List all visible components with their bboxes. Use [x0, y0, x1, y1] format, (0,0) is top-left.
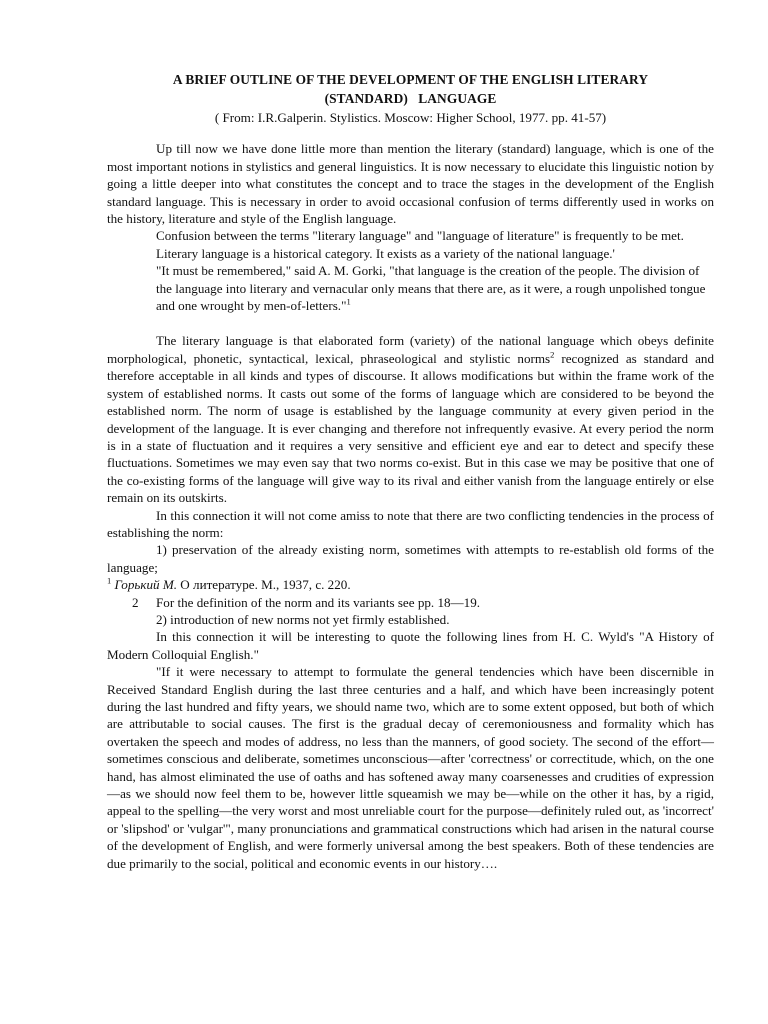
paragraph-4: In this connection it will not come amiss to note that there are two conflicting tendencies in the process of establishing the norm: [107, 507, 714, 540]
quote-2-text: "It must be remembered," said A. M. Gorki, "that language is the creation of the people. The division of the language into literary and vernacular only means that there are, as it were, a rough unpolished tongue and one wrought by men-of-letters." [156, 263, 706, 314]
footnote-1-author: Горький М. [114, 577, 178, 593]
footnote-2-text: For the definition of the norm and its variants see pp. 18—19. [156, 594, 481, 610]
footnote-ref-2: 2 [550, 349, 555, 360]
quote-1: Literary language is a historical category. It exists as a variety of the national language.' [156, 245, 615, 261]
spacer [107, 314, 714, 332]
footnote-1-number: 1 [107, 575, 112, 586]
quote-2 [156, 262, 714, 314]
footnote-1 [107, 576, 714, 593]
footnote-ref-1: 1 [346, 296, 351, 307]
paragraph-3-part-a: The literary language is that elaborated form (variety) of the national language which obeys definite morphological, phonetic, syntactical, lexical, phraseological and stylistic norms [107, 333, 714, 366]
paragraph-3 [107, 332, 714, 506]
title-line-2: (STANDARD) LANGUAGE [324, 91, 497, 106]
paragraph-7: In this connection it will be interesting to quote the following lines from H. C. Wyld's "A History of Modern Colloquial English." [107, 629, 714, 662]
paragraph-3-part-b: recognized as standard and therefore acceptable in all kinds and types of discourse. It allows modifications but within the frame work of the system of established norms. It casts out some of the forms of language which are considered to be beyond the established norm. The norm of usage is established by the language community at every given period in the development of the language. It is ever changing and therefore not infrequently evasive. At every period the norm is in a state of fluctuation and it requires a very sensitive and efficient eye and ear to detect and specify these fluctuations. Sometimes we may even say that two norms co-exist. But in this case we may be positive that one of the co-existing forms of the language will give way to its rival and either vanish from the language entirely or else remain on its outskirts. [107, 350, 714, 506]
footnote-1-text: О литературе. М., 1937, с. 220. [177, 577, 351, 593]
paragraph-6: 2) introduction of new norms not yet firmly established. [156, 611, 450, 627]
document-page [107, 70, 714, 872]
source-citation: ( From: I.R.Galperin. Stylistics. Moscow: Higher School, 1977. pp. 41-57) [214, 110, 607, 125]
footnote-2-number: 2 [132, 594, 139, 610]
footnote-2 [107, 594, 714, 611]
title-line-1: A BRIEF OUTLINE OF THE DEVELOPMENT OF THE ENGLISH LITERARY [172, 72, 649, 87]
paragraph-2: Confusion between the terms "literary language" and "language of literature" is frequently to be met. [156, 228, 684, 244]
paragraph-8: "If it were necessary to attempt to formulate the general tendencies which have been discernible in Received Standard English during the last three centuries and a half, and which have been increasingly potent during the last hundred and fifty years, we should name two, which are to some extent opposed, but both of which are attributable to social causes. The first is the gradual decay of ceremoniousness and formality which has overtaken the speech and modes of address, no less than the manners, of good society. The second of the effort—sometimes conscious and deliberate, sometimes unconscious—after 'correctness' or correctitude, which, on the one hand, has almost eliminated the use of oaths and has softened away many coarsenesses and crudities of expression—as we should now feel them to be, however little squeamish we may be—while on the other it has, by a rigid, appeal to the spelling—the very worst and most unreliable court for the purpose—definitely ruled out, as 'incorrect' or 'slipshod' or 'vulgar'", many pronunciations and grammatical constructions which had arisen in the natural course of the development of English, and were formerly universal among the best speakers. Both of these tendencies are due primarily to the social, political and economic events in our history…. [107, 664, 714, 871]
paragraph-5: 1) preservation of the already existing norm, sometimes with attempts to re-establish old forms of the language; [107, 542, 714, 575]
paragraph-1: Up till now we have done little more than mention the literary (standard) language, which is one of the most important notions in stylistics and general linguistics. It is now necessary to elucidate this linguistic notion by going a little deeper into what constitutes the concept and to trace the stages in the development of the English standard language. This is necessary in order to avoid occasional confusion of terms differently used in works on the history, literature and style of the English language. [107, 141, 714, 227]
document-title [107, 70, 714, 108]
